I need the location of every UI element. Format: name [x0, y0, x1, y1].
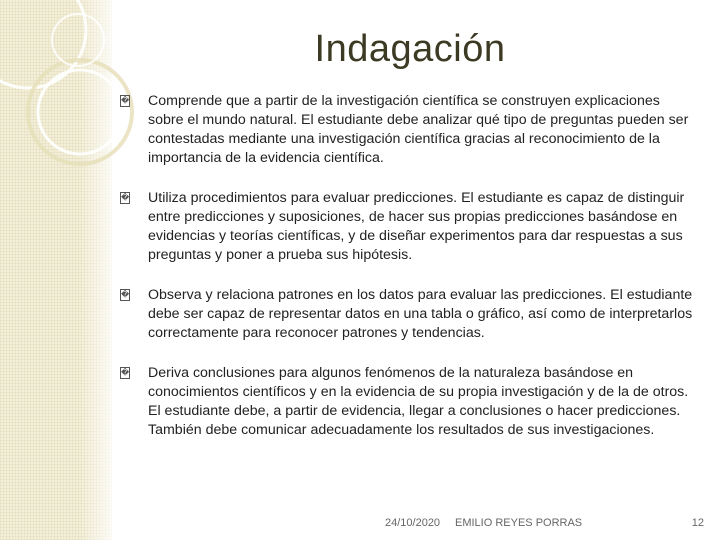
bullet-text: Comprende que a partir de la investigación científica se construyen explicaciones sobre el mundo natural. El estudiante debe analizar qué tipo de preguntas pueden ser contestadas mediante una investigación científica gracias al reconocimiento de la importancia de la evidencia científica. — [148, 93, 689, 166]
bullet-marker-icon: � — [121, 96, 130, 105]
bullet-marker-icon: � — [121, 290, 130, 299]
page-number: 12 — [691, 517, 704, 529]
footer-author: EMILIO REYES PORRAS — [455, 517, 583, 529]
footer-date: 24/10/2020 — [385, 517, 441, 529]
bullet-marker-icon: � — [121, 193, 130, 202]
bullet-item — [120, 364, 698, 440]
bullet-text: Observa y relaciona patrones en los datos para evaluar las predicciones. El estudiante debe ser capaz de representar datos en una tabla o gráfico, así como de interpretarlos correctamente para reconocer patrones y tendencias. — [148, 287, 693, 341]
bullet-text: Utiliza procedimientos para evaluar predicciones. El estudiante es capaz de distinguir entre predicciones y suposiciones, de hacer sus propias predicciones basándose en evidencias y teorías científicas, y de diseñar experimentos para dar respuestas a sus preguntas y poner a prueba sus hipótesis. — [148, 190, 685, 263]
slide-title: Indagación — [314, 28, 506, 70]
bullet-marker-icon: � — [121, 368, 130, 377]
bullet-item — [120, 286, 698, 343]
bullet-item — [120, 92, 698, 168]
bullet-item — [120, 189, 698, 265]
bullet-list — [120, 92, 698, 461]
bullet-text: Deriva conclusiones para algunos fenómenos de la naturaleza basándose en conocimientos científicos y en la evidencia de su propia investigación y de la de otros. El estudiante debe, a partir de evidencia, llegar a conclusiones o hacer predicciones. También debe comunicar adecuadamente los resultados de sus investigaciones. — [148, 365, 689, 438]
